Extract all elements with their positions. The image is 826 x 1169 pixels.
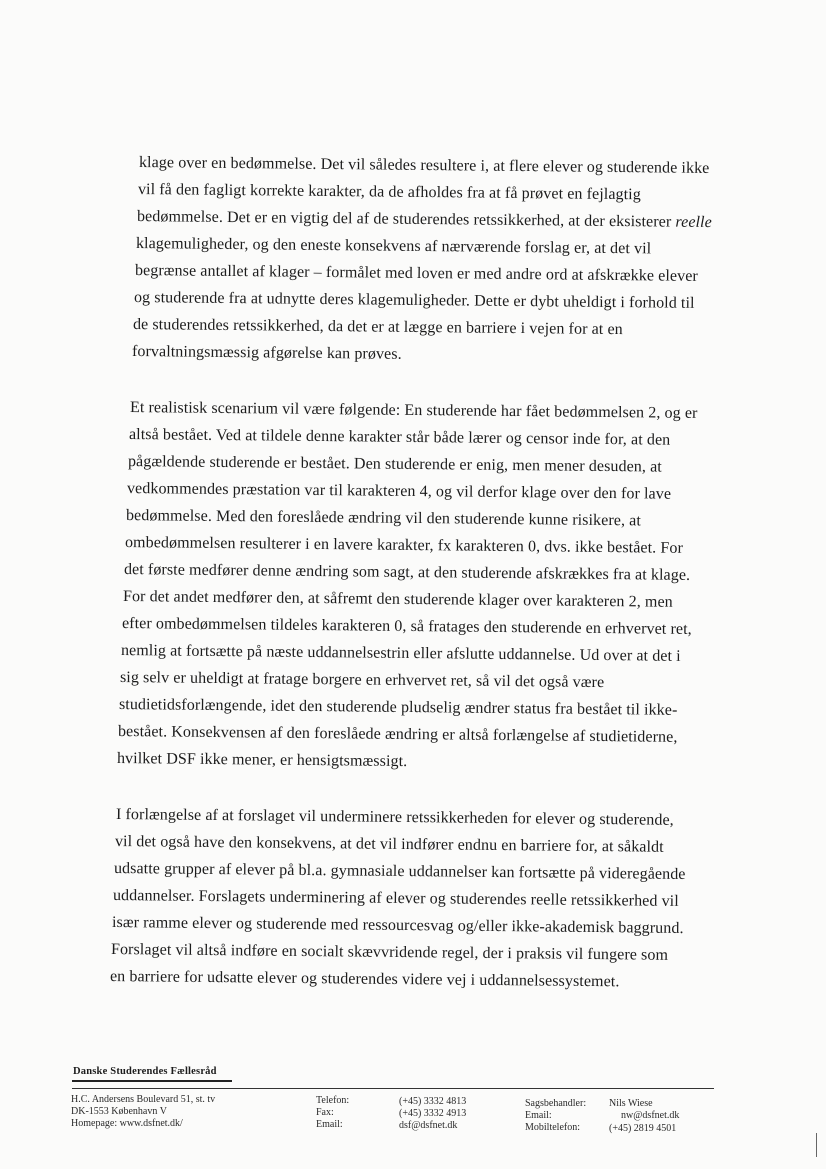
text-line: begrænse antallet af klager – formålet med loven er med andre ord at afskrække elever (134, 262, 699, 285)
footer-rule-short (72, 1080, 232, 1082)
organization-name: Danske Studerendes Fællesråd (73, 1066, 217, 1077)
scan-edge-mark (816, 1133, 817, 1157)
text-line: vil det også have den konsekvens, at det vil indfører endnu en barriere for, at såkaldt (114, 833, 664, 856)
text-line: studietidsforlængende, idet den studerende pludselig ændrer status fra bestået til ikke- (118, 696, 678, 719)
text-line: vil få den fagligt korrekte karakter, da de afholdes fra at få prøvet en fejlagtig (137, 181, 641, 204)
text-line: bedømmelse. Med den foreslåede ændring vil den studerende kunne risikere, at (125, 507, 642, 530)
text-line: klagemuligheder, og den eneste konsekvens af nærværende forslag er, at det vil (135, 235, 652, 258)
text-line: og studerende fra at udnytte deres klagemuligheder. Dette er dybt uheldigt i forhold til (133, 289, 695, 312)
email-label: Email: (316, 1119, 343, 1130)
text-line: de studerendes retssikkerhed, da det er at lægge en barriere i vejen for at en (132, 316, 623, 339)
text-line: bestået. Konsekvensen af den foreslåede ændring er altså forlængelse af studietiderne, (117, 723, 678, 746)
mobile-number: (+45) 2819 4501 (609, 1123, 677, 1134)
case-email-label: Email: (525, 1110, 552, 1121)
text-line: især ramme elever og studerende med ressourcesvag og/eller ikke-akademisk baggrund. (111, 914, 684, 937)
text-line: pågældende studerende er bestået. Den studerende er enig, men mener desuden, at (127, 453, 662, 476)
text-line: altså bestået. Ved at tildele denne karakter står både lærer og censor inde for, at den (128, 426, 671, 449)
text-line: uddannelser. Forslagets underminering af elever og studerendes reelle retssikkerhed vil (112, 887, 679, 910)
text-line: For det andet medfører den, at såfremt den studerende klager over karakteren 2, men (122, 588, 673, 611)
text-line: nemlig at fortsætte på næste uddannelsestrin eller afslutte uddannelse. Ud over at det i (120, 642, 681, 665)
text-line: en barriere for udsatte elever og studerendes videre vej i uddannelsessystemet. (109, 968, 620, 991)
text-line: klage over en bedømmelse. Det vil således resultere i, at flere elever og studerende ikke (138, 154, 710, 177)
mobile-label: Mobiltelefon: (525, 1122, 580, 1133)
text-line-segment: bedømmelse. Det er en vigtig del af de studerendes retssikkerhed, at der eksisterer (136, 208, 672, 231)
text-line: vedkommendes præstation var til karakteren 4, og vil derfor klage over den for lave (126, 480, 672, 503)
email-address: dsf@dsfnet.dk (399, 1120, 458, 1131)
address-line-1: H.C. Andersens Boulevard 51, st. tv (71, 1094, 216, 1105)
text-line: sig selv er uheldigt at fratage borgere en erhvervet ret, så vil det også være (119, 669, 605, 692)
fax-number: (+45) 3332 4913 (399, 1108, 467, 1119)
address-line-2: DK-1553 København V (71, 1106, 167, 1117)
footer-rule (72, 1088, 714, 1089)
phone-number: (+45) 3332 4813 (399, 1096, 467, 1107)
text-line: efter ombedømmelsen tildeles karakteren 0, så fratages den studerende en erhvervet ret, (121, 615, 692, 638)
case-handler-name: Nils Wiese (609, 1098, 653, 1109)
emphasis-word: reelle (675, 213, 712, 232)
text-line: forvaltningsmæssig afgørelse kan prøves. (131, 343, 402, 363)
homepage-text: Homepage: www.dsfnet.dk/ (71, 1118, 183, 1129)
text-line: hvilket DSF ikke mener, er hensigtsmæssigt. (116, 750, 408, 771)
text-line: udsatte grupper af elever på bl.a. gymnasiale uddannelser kan fortsætte på videregående (113, 860, 686, 883)
text-line: I forlængelse af at forslaget vil underminere retssikkerheden for elever og studerende, (115, 806, 674, 829)
case-handler-label: Sagsbehandler: (525, 1098, 587, 1109)
text-line: Forslaget vil altså indføre en socialt skævvridende regel, der i praksis vil fungere som (110, 941, 669, 964)
case-handler-email: nw@dsfnet.dk (621, 1110, 680, 1121)
text-line: ombedømmelsen resulterer i en lavere karakter, fx karakteren 0, dvs. ikke bestået. For (124, 534, 684, 557)
text-line: det første medfører denne ændring som sagt, at den studerende afskrækkes fra at klage. (123, 561, 691, 584)
phone-label: Telefon: (316, 1095, 350, 1106)
text-line: Et realistisk scenarium vil være følgende: En studerende har fået bedømmelsen 2, og er (129, 399, 698, 422)
fax-label: Fax: (316, 1107, 334, 1118)
